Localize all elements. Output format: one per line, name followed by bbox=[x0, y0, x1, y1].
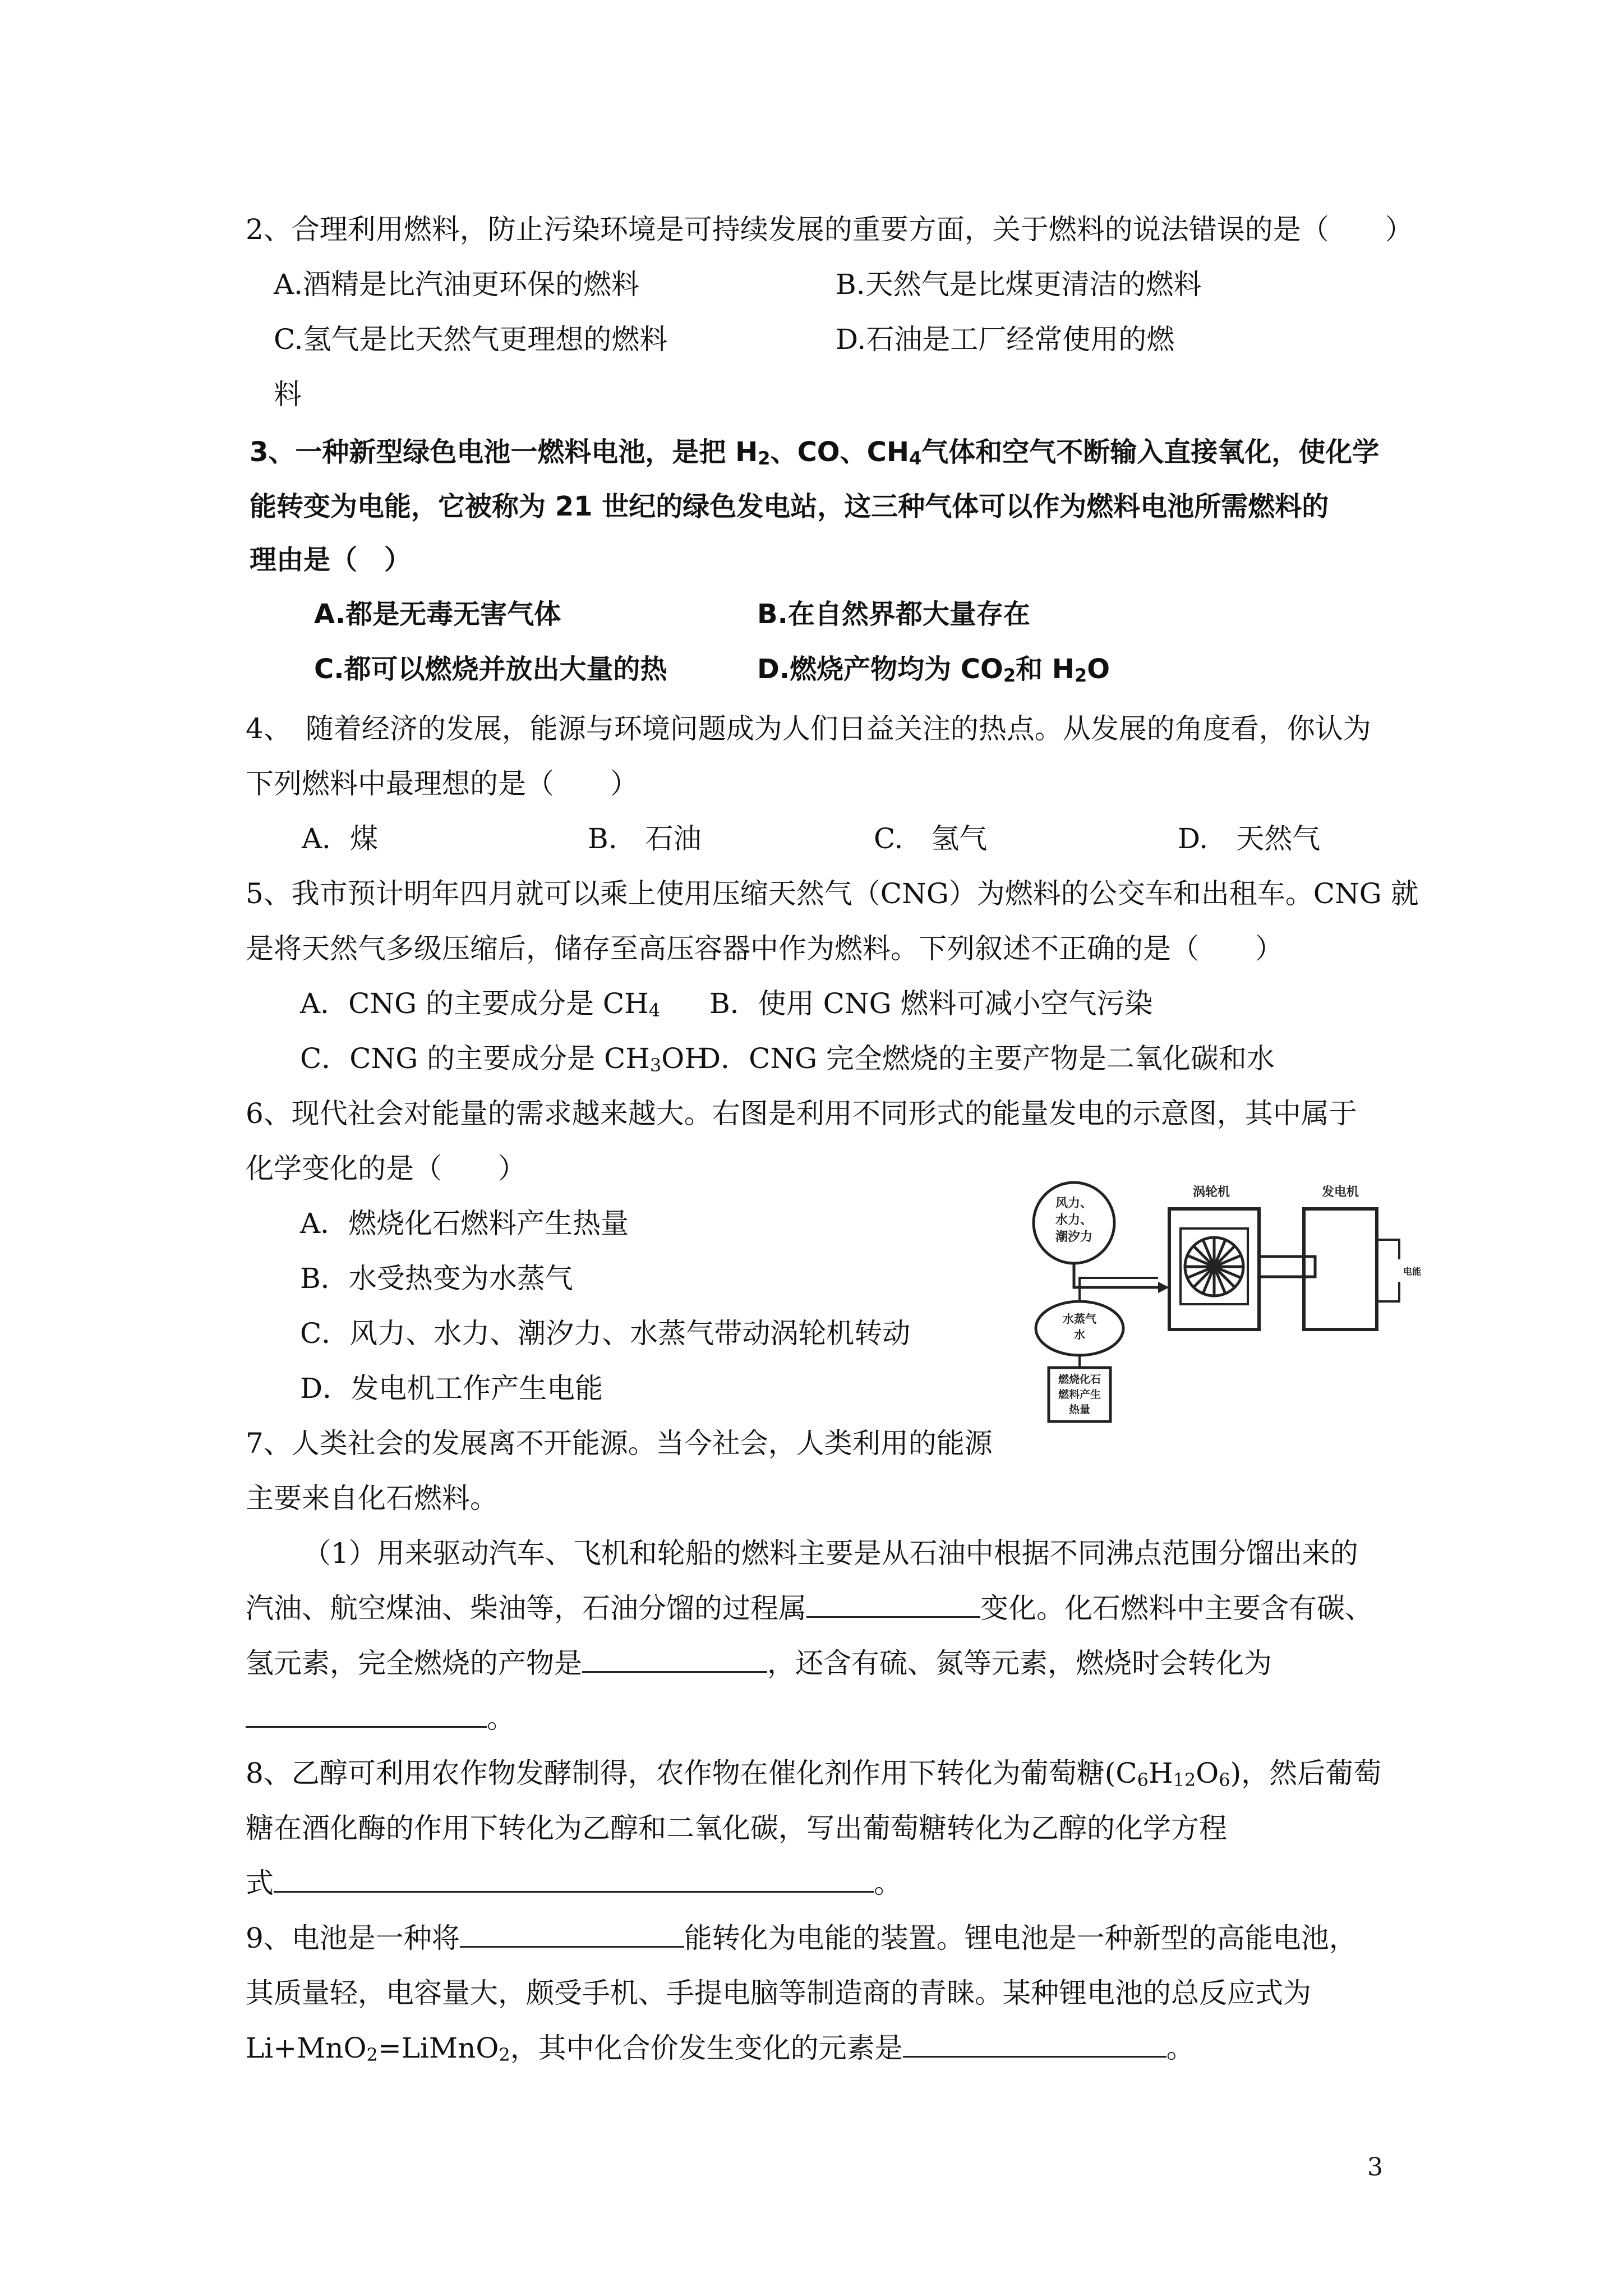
q7-blank-converted[interactable] bbox=[246, 1701, 487, 1728]
page-number: 3 bbox=[1367, 2153, 1383, 2182]
q5-option-a: A．CNG 的主要成分是 $CH_4$ bbox=[300, 987, 661, 1021]
q9-line2: 其质量轻，电容量大，颇受手机、手提电脑等制造商的青睐。某种锂电池的总反应式为 bbox=[246, 1977, 1311, 2009]
water-label: 水 bbox=[1074, 1328, 1085, 1341]
q6-stem-line2: 化学变化的是（ ） bbox=[246, 1152, 526, 1185]
q3-option-b: B.在自然界都大量存在 bbox=[757, 599, 1030, 630]
q5-option-c: C．CNG 的主要成分是 $CH_3OH$ bbox=[300, 1042, 709, 1076]
natural-force-label-3: 潮汐力 bbox=[1055, 1230, 1093, 1244]
q4-stem-line1: 4、 随着经济的发展，能源与环境问题成为人们日益关注的热点。从发展的角度看，你认为 bbox=[246, 712, 1371, 745]
q2-option-d-continued: 料 bbox=[274, 378, 302, 411]
electric-energy-label: 电能 bbox=[1403, 1266, 1422, 1277]
q4-stem-line2: 下列燃料中最理想的是（ ） bbox=[246, 767, 638, 800]
q9-line3: Li+MnO$_2$=LiMnO$_2$，其中化合价发生变化的元素是 。 bbox=[246, 2032, 1195, 2065]
q9-blank-element[interactable] bbox=[903, 2031, 1166, 2058]
q5-option-b: B．使用 CNG 燃料可减小空气污染 bbox=[709, 987, 1153, 1020]
natural-force-label-2: 水力、 bbox=[1055, 1213, 1093, 1227]
arrow-force-to-turbine bbox=[1074, 1263, 1158, 1287]
q3-stem-line1: 3、一种新型绿色电池一燃料电池，是把 $H_2$、CO、$CH_4$气体和空气不断输入直接氧化，使化学 bbox=[250, 436, 1380, 469]
q4-option-d: D. 天然气 bbox=[1178, 822, 1321, 855]
q5-option-d: D．CNG 完全燃烧的主要产物是二氧化碳和水 bbox=[698, 1042, 1275, 1075]
fuel-label-2: 燃料产生 bbox=[1058, 1388, 1101, 1401]
fuel-label-1: 燃烧化石 bbox=[1058, 1373, 1101, 1386]
q4-option-a: A．煤 bbox=[302, 822, 379, 855]
q8-line3: 式 。 bbox=[246, 1867, 902, 1899]
turbine-label: 涡轮机 bbox=[1192, 1185, 1230, 1199]
q3-stem-line3: 理由是（ ） bbox=[250, 544, 412, 576]
q4-option-c: C. 氢气 bbox=[874, 822, 988, 855]
q3-option-d: D.燃烧产物均为 $CO_2$和 $H_2O$ bbox=[757, 654, 1110, 686]
q6-option-a: A．燃烧化石燃料产生热量 bbox=[300, 1207, 629, 1240]
q7-part1-line4: 。 bbox=[246, 1701, 515, 1736]
q6-option-d: D．发电机工作产生电能 bbox=[300, 1372, 603, 1405]
q8-blank-equation[interactable] bbox=[274, 1866, 874, 1893]
q7-stem-line2: 主要来自化石燃料。 bbox=[246, 1482, 498, 1515]
q9-blank-energy-form[interactable] bbox=[460, 1921, 684, 1948]
q7-part1-line1: （1）用来驱动汽车、飞机和轮船的燃料主要是从石油中根据不同沸点范围分馏出来的 bbox=[303, 1537, 1358, 1570]
q7-part1-line2: 汽油、航空煤油、柴油等，石油分馏的过程属 变化。化石燃料中主要含有碳、 bbox=[246, 1592, 1373, 1625]
q6-option-b: B．水受热变为水蒸气 bbox=[300, 1262, 573, 1295]
q7-blank-distillation[interactable] bbox=[806, 1591, 980, 1618]
q4-option-b: B. 石油 bbox=[588, 822, 702, 855]
q3-option-c: C.都可以燃烧并放出大量的热 bbox=[314, 654, 667, 685]
q2-option-a: A.酒精是比汽油更环保的燃料 bbox=[274, 268, 640, 301]
q3-stem-line2: 能转变为电能，它被称为 21 世纪的绿色发电站，这三种气体可以作为燃料电池所需燃料的 bbox=[250, 491, 1329, 522]
q5-stem-line1: 5、我市预计明年四月就可以乘上使用压缩天然气（CNG）为燃料的公交车和出租车。CNG 就 bbox=[246, 877, 1419, 910]
q8-line1: 8、乙醇可利用农作物发酵制得，农作物在催化剂作用下转化为葡萄糖$(C_6H_{12}O_6)$，然后葡萄 bbox=[246, 1757, 1382, 1791]
q6-stem-line1: 6、现代社会对能量的需求越来越大。右图是利用不同形式的能量发电的示意图，其中属于 bbox=[246, 1097, 1357, 1130]
q6-option-c: C．风力、水力、潮汐力、水蒸气带动涡轮机转动 bbox=[300, 1317, 911, 1350]
q5-stem-line2: 是将天然气多级压缩后，储存至高压容器中作为燃料。下列叙述不正确的是（ ） bbox=[246, 932, 1283, 965]
power-generation-diagram bbox=[1026, 1178, 1422, 1425]
fuel-label-3: 热量 bbox=[1068, 1404, 1091, 1416]
q8-line2: 糖在酒化酶的作用下转化为乙醇和二氧化碳，写出葡萄糖转化为乙醇的化学方程 bbox=[246, 1812, 1227, 1844]
steam-label: 水蒸气 bbox=[1063, 1312, 1096, 1326]
q2-option-b: B.天然气是比煤更清洁的燃料 bbox=[836, 268, 1202, 301]
q7-stem-line1: 7、人类社会的发展离不开能源。当今社会，人类利用的能源 bbox=[246, 1427, 993, 1460]
q7-blank-products[interactable] bbox=[582, 1646, 767, 1673]
q7-part1-line3: 氢元素，完全燃烧的产物是 ，还含有硫、氮等元素，燃烧时会转化为 bbox=[246, 1647, 1272, 1680]
q2-option-c: C.氢气是比天然气更理想的燃料 bbox=[274, 323, 668, 356]
q2-option-d: D.石油是工厂经常使用的燃 bbox=[836, 323, 1175, 356]
generator-label: 发电机 bbox=[1321, 1185, 1359, 1199]
q2-stem: 2、合理利用燃料，防止污染环境是可持续发展的重要方面，关于燃料的说法错误的是（ ） bbox=[246, 213, 1413, 246]
q3-option-a: A.都是无毒无害气体 bbox=[314, 599, 561, 630]
natural-force-label-1: 风力、 bbox=[1055, 1197, 1093, 1211]
q9-line1: 9、电池是一种将 能转化为电能的装置。锂电池是一种新型的高能电池， bbox=[246, 1922, 1357, 1954]
